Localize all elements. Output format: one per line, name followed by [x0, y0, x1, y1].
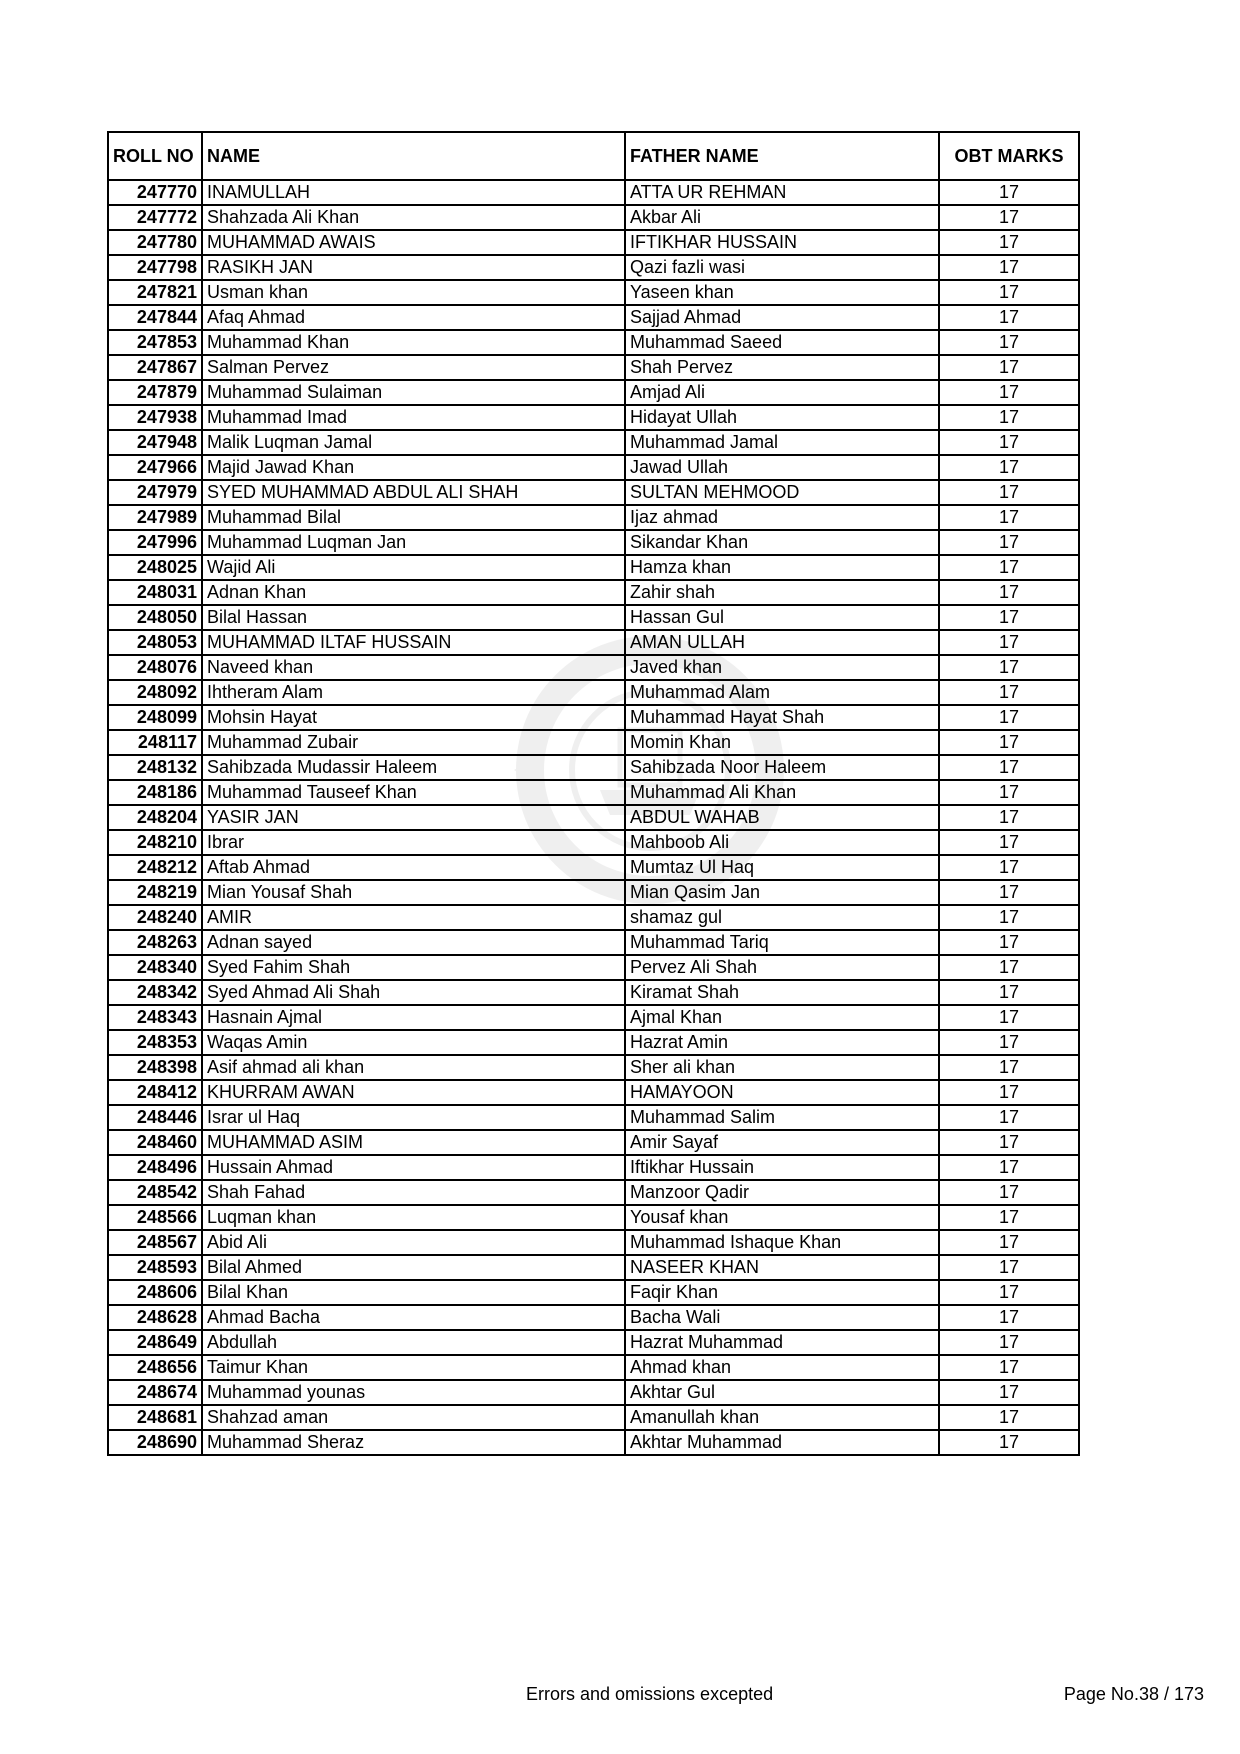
table-row: [108, 205, 1079, 230]
obt-marks-cell: 17: [939, 505, 1079, 530]
table-row: [108, 1405, 1079, 1430]
table-row: [108, 1255, 1079, 1280]
father-name-cell: Mahboob Ali: [625, 830, 939, 855]
roll-no-cell: 248212: [108, 855, 202, 880]
name-cell: Shahzad aman: [202, 1405, 625, 1430]
name-cell: Syed Fahim Shah: [202, 955, 625, 980]
obt-marks-cell: 17: [939, 330, 1079, 355]
table-row: [108, 1005, 1079, 1030]
obt-marks-cell: 17: [939, 730, 1079, 755]
table-row: [108, 1055, 1079, 1080]
father-name-header: FATHER NAME: [625, 132, 939, 180]
father-name-cell: Mian Qasim Jan: [625, 880, 939, 905]
obt-marks-cell: 17: [939, 380, 1079, 405]
father-name-cell: Shah Pervez: [625, 355, 939, 380]
obt-marks-cell: 17: [939, 1380, 1079, 1405]
table-row: [108, 1130, 1079, 1155]
obt-marks-cell: 17: [939, 630, 1079, 655]
table-row: [108, 1230, 1079, 1255]
obt-marks-cell: 17: [939, 955, 1079, 980]
table-row: [108, 530, 1079, 555]
roll-no-cell: 248628: [108, 1305, 202, 1330]
roll-no-cell: 248204: [108, 805, 202, 830]
father-name-cell: Muhammad Ishaque Khan: [625, 1230, 939, 1255]
roll-no-cell: 248031: [108, 580, 202, 605]
name-cell: Muhammad Zubair: [202, 730, 625, 755]
obt-marks-cell: 17: [939, 280, 1079, 305]
table-row: [108, 1155, 1079, 1180]
table-row: [108, 905, 1079, 930]
results-table: [107, 131, 1080, 1456]
name-cell: Muhammad Imad: [202, 405, 625, 430]
obt-marks-cell: 17: [939, 930, 1079, 955]
father-name-cell: Amir Sayaf: [625, 1130, 939, 1155]
obt-marks-cell: 17: [939, 430, 1079, 455]
name-cell: Hasnain Ajmal: [202, 1005, 625, 1030]
obt-marks-cell: 17: [939, 1105, 1079, 1130]
roll-no-cell: 247853: [108, 330, 202, 355]
table-row: [108, 430, 1079, 455]
name-cell: YASIR JAN: [202, 805, 625, 830]
obt-marks-cell: 17: [939, 1205, 1079, 1230]
father-name-cell: IFTIKHAR HUSSAIN: [625, 230, 939, 255]
father-name-cell: Sikandar Khan: [625, 530, 939, 555]
table-row: [108, 755, 1079, 780]
table-row: [108, 855, 1079, 880]
obt-marks-cell: 17: [939, 255, 1079, 280]
obt-marks-cell: 17: [939, 780, 1079, 805]
father-name-cell: Sher ali khan: [625, 1055, 939, 1080]
father-name-cell: ATTA UR REHMAN: [625, 180, 939, 205]
father-name-cell: Muhammad Ali Khan: [625, 780, 939, 805]
table-row: [108, 780, 1079, 805]
name-cell: Muhammad Sheraz: [202, 1430, 625, 1455]
roll-no-cell: 248398: [108, 1055, 202, 1080]
obt-marks-cell: 17: [939, 1230, 1079, 1255]
father-name-cell: Hassan Gul: [625, 605, 939, 630]
father-name-cell: Qazi fazli wasi: [625, 255, 939, 280]
father-name-cell: Sajjad Ahmad: [625, 305, 939, 330]
name-cell: Mohsin Hayat: [202, 705, 625, 730]
obt-marks-cell: 17: [939, 1305, 1079, 1330]
table-row: [108, 330, 1079, 355]
name-cell: Bilal Khan: [202, 1280, 625, 1305]
roll-no-cell: 247772: [108, 205, 202, 230]
roll-no-cell: 248076: [108, 655, 202, 680]
father-name-cell: SULTAN MEHMOOD: [625, 480, 939, 505]
obt-marks-cell: 17: [939, 1055, 1079, 1080]
name-cell: Usman khan: [202, 280, 625, 305]
name-cell: Shahzada Ali Khan: [202, 205, 625, 230]
father-name-cell: Ijaz ahmad: [625, 505, 939, 530]
father-name-cell: Muhammad Hayat Shah: [625, 705, 939, 730]
table-row: [108, 680, 1079, 705]
name-cell: Muhammad Luqman Jan: [202, 530, 625, 555]
father-name-cell: Akhtar Gul: [625, 1380, 939, 1405]
roll-no-cell: 248210: [108, 830, 202, 855]
roll-no-cell: 248674: [108, 1380, 202, 1405]
roll-no-cell: 247989: [108, 505, 202, 530]
father-name-cell: Momin Khan: [625, 730, 939, 755]
name-cell: Aftab Ahmad: [202, 855, 625, 880]
obt-marks-cell: 17: [939, 905, 1079, 930]
father-name-cell: HAMAYOON: [625, 1080, 939, 1105]
table-row: [108, 805, 1079, 830]
obt-marks-cell: 17: [939, 405, 1079, 430]
father-name-cell: Hidayat Ullah: [625, 405, 939, 430]
obt-marks-cell: 17: [939, 1130, 1079, 1155]
father-name-cell: ABDUL WAHAB: [625, 805, 939, 830]
table-row: [108, 380, 1079, 405]
table-row: [108, 255, 1079, 280]
table-row: [108, 305, 1079, 330]
table-row: [108, 1330, 1079, 1355]
name-cell: Malik Luqman Jamal: [202, 430, 625, 455]
roll-no-cell: 247938: [108, 405, 202, 430]
obt-marks-cell: 17: [939, 355, 1079, 380]
roll-no-cell: 248496: [108, 1155, 202, 1180]
roll-no-cell: 248606: [108, 1280, 202, 1305]
obt-marks-cell: 17: [939, 980, 1079, 1005]
roll-no-cell: 248567: [108, 1230, 202, 1255]
obt-marks-cell: 17: [939, 655, 1079, 680]
roll-no-cell: 247770: [108, 180, 202, 205]
obt-marks-cell: 17: [939, 1255, 1079, 1280]
roll-no-cell: 247821: [108, 280, 202, 305]
table-row: [108, 1430, 1079, 1455]
roll-no-cell: 247879: [108, 380, 202, 405]
father-name-cell: Akhtar Muhammad: [625, 1430, 939, 1455]
table-header-row: [108, 132, 1079, 180]
table-row: [108, 230, 1079, 255]
obt-marks-header: OBT MARKS: [939, 132, 1079, 180]
name-cell: Ihtheram Alam: [202, 680, 625, 705]
name-cell: Salman Pervez: [202, 355, 625, 380]
obt-marks-cell: 17: [939, 1430, 1079, 1455]
table-row: [108, 955, 1079, 980]
roll-no-cell: 248649: [108, 1330, 202, 1355]
name-cell: KHURRAM AWAN: [202, 1080, 625, 1105]
table-row: [108, 605, 1079, 630]
name-cell: Naveed khan: [202, 655, 625, 680]
obt-marks-cell: 17: [939, 830, 1079, 855]
name-cell: Abdullah: [202, 1330, 625, 1355]
name-cell: Mian Yousaf Shah: [202, 880, 625, 905]
obt-marks-cell: 17: [939, 1005, 1079, 1030]
father-name-cell: Muhammad Salim: [625, 1105, 939, 1130]
roll-no-cell: 247867: [108, 355, 202, 380]
name-cell: Wajid Ali: [202, 555, 625, 580]
father-name-cell: Amjad Ali: [625, 380, 939, 405]
table-row: [108, 1030, 1079, 1055]
roll-no-cell: 247844: [108, 305, 202, 330]
roll-no-cell: 248353: [108, 1030, 202, 1055]
roll-no-cell: 247996: [108, 530, 202, 555]
obt-marks-cell: 17: [939, 205, 1079, 230]
table-row: [108, 930, 1079, 955]
obt-marks-cell: 17: [939, 1355, 1079, 1380]
obt-marks-cell: 17: [939, 555, 1079, 580]
table-row: [108, 830, 1079, 855]
father-name-cell: Muhammad Tariq: [625, 930, 939, 955]
father-name-cell: Javed khan: [625, 655, 939, 680]
father-name-cell: Jawad Ullah: [625, 455, 939, 480]
table-row: [108, 280, 1079, 305]
roll-no-cell: 247780: [108, 230, 202, 255]
father-name-cell: Muhammad Alam: [625, 680, 939, 705]
name-cell: Afaq Ahmad: [202, 305, 625, 330]
name-cell: AMIR: [202, 905, 625, 930]
obt-marks-cell: 17: [939, 1180, 1079, 1205]
obt-marks-cell: 17: [939, 1030, 1079, 1055]
obt-marks-cell: 17: [939, 230, 1079, 255]
roll-no-cell: 248025: [108, 555, 202, 580]
table-row: [108, 1355, 1079, 1380]
table-row: [108, 580, 1079, 605]
name-cell: Majid Jawad Khan: [202, 455, 625, 480]
name-cell: SYED MUHAMMAD ABDUL ALI SHAH: [202, 480, 625, 505]
name-cell: Abid Ali: [202, 1230, 625, 1255]
name-cell: Luqman khan: [202, 1205, 625, 1230]
name-cell: MUHAMMAD ILTAF HUSSAIN: [202, 630, 625, 655]
name-cell: Adnan Khan: [202, 580, 625, 605]
roll-no-cell: 248446: [108, 1105, 202, 1130]
name-cell: INAMULLAH: [202, 180, 625, 205]
father-name-cell: Hamza khan: [625, 555, 939, 580]
obt-marks-cell: 17: [939, 580, 1079, 605]
roll-no-cell: 248186: [108, 780, 202, 805]
table-row: [108, 980, 1079, 1005]
father-name-cell: Amanullah khan: [625, 1405, 939, 1430]
roll-no-cell: 248117: [108, 730, 202, 755]
name-cell: Muhammad Tauseef Khan: [202, 780, 625, 805]
roll-no-cell: 248542: [108, 1180, 202, 1205]
name-cell: Ibrar: [202, 830, 625, 855]
table-row: [108, 355, 1079, 380]
table-row: [108, 1305, 1079, 1330]
father-name-cell: Akbar Ali: [625, 205, 939, 230]
father-name-cell: Ajmal Khan: [625, 1005, 939, 1030]
obt-marks-cell: 17: [939, 1405, 1079, 1430]
table-row: [108, 1280, 1079, 1305]
name-cell: Israr ul Haq: [202, 1105, 625, 1130]
table-row: [108, 880, 1079, 905]
obt-marks-cell: 17: [939, 705, 1079, 730]
roll-no-cell: 248263: [108, 930, 202, 955]
table-row: [108, 1380, 1079, 1405]
roll-no-cell: 248593: [108, 1255, 202, 1280]
roll-no-cell: 247979: [108, 480, 202, 505]
roll-no-cell: 247966: [108, 455, 202, 480]
roll-no-cell: 248092: [108, 680, 202, 705]
name-cell: MUHAMMAD AWAIS: [202, 230, 625, 255]
name-cell: MUHAMMAD ASIM: [202, 1130, 625, 1155]
name-cell: Hussain Ahmad: [202, 1155, 625, 1180]
father-name-cell: AMAN ULLAH: [625, 630, 939, 655]
table-row: [108, 555, 1079, 580]
father-name-cell: Mumtaz Ul Haq: [625, 855, 939, 880]
father-name-cell: Muhammad Jamal: [625, 430, 939, 455]
name-header: NAME: [202, 132, 625, 180]
table-row: [108, 480, 1079, 505]
obt-marks-cell: 17: [939, 880, 1079, 905]
roll-no-cell: 248219: [108, 880, 202, 905]
father-name-cell: Yaseen khan: [625, 280, 939, 305]
obt-marks-cell: 17: [939, 1330, 1079, 1355]
table-row: [108, 1080, 1079, 1105]
father-name-cell: Manzoor Qadir: [625, 1180, 939, 1205]
father-name-cell: Faqir Khan: [625, 1280, 939, 1305]
father-name-cell: shamaz gul: [625, 905, 939, 930]
obt-marks-cell: 17: [939, 680, 1079, 705]
roll-no-cell: 248240: [108, 905, 202, 930]
obt-marks-cell: 17: [939, 480, 1079, 505]
father-name-cell: Zahir shah: [625, 580, 939, 605]
name-cell: Sahibzada Mudassir Haleem: [202, 755, 625, 780]
obt-marks-cell: 17: [939, 180, 1079, 205]
father-name-cell: Pervez Ali Shah: [625, 955, 939, 980]
obt-marks-cell: 17: [939, 855, 1079, 880]
obt-marks-cell: 17: [939, 1155, 1079, 1180]
name-cell: Muhammad Sulaiman: [202, 380, 625, 405]
name-cell: Asif ahmad ali khan: [202, 1055, 625, 1080]
name-cell: Muhammad Khan: [202, 330, 625, 355]
table-row: [108, 630, 1079, 655]
name-cell: Taimur Khan: [202, 1355, 625, 1380]
roll-no-header: ROLL NO: [108, 132, 202, 180]
table-row: [108, 180, 1079, 205]
table-row: [108, 1105, 1079, 1130]
name-cell: Adnan sayed: [202, 930, 625, 955]
roll-no-cell: 248690: [108, 1430, 202, 1455]
obt-marks-cell: 17: [939, 530, 1079, 555]
father-name-cell: Bacha Wali: [625, 1305, 939, 1330]
roll-no-cell: 248656: [108, 1355, 202, 1380]
father-name-cell: Iftikhar Hussain: [625, 1155, 939, 1180]
table-row: [108, 1205, 1079, 1230]
father-name-cell: Ahmad khan: [625, 1355, 939, 1380]
name-cell: Shah Fahad: [202, 1180, 625, 1205]
roll-no-cell: 248460: [108, 1130, 202, 1155]
name-cell: Waqas Amin: [202, 1030, 625, 1055]
table-row: [108, 1180, 1079, 1205]
roll-no-cell: 248681: [108, 1405, 202, 1430]
obt-marks-cell: 17: [939, 755, 1079, 780]
roll-no-cell: 248340: [108, 955, 202, 980]
roll-no-cell: 248050: [108, 605, 202, 630]
name-cell: RASIKH JAN: [202, 255, 625, 280]
name-cell: Ahmad Bacha: [202, 1305, 625, 1330]
obt-marks-cell: 17: [939, 805, 1079, 830]
table-row: [108, 705, 1079, 730]
table-row: [108, 405, 1079, 430]
obt-marks-cell: 17: [939, 1280, 1079, 1305]
father-name-cell: NASEER KHAN: [625, 1255, 939, 1280]
roll-no-cell: 248342: [108, 980, 202, 1005]
name-cell: Syed Ahmad Ali Shah: [202, 980, 625, 1005]
father-name-cell: Hazrat Muhammad: [625, 1330, 939, 1355]
roll-no-cell: 248099: [108, 705, 202, 730]
obt-marks-cell: 17: [939, 605, 1079, 630]
father-name-cell: Muhammad Saeed: [625, 330, 939, 355]
roll-no-cell: 248053: [108, 630, 202, 655]
father-name-cell: Kiramat Shah: [625, 980, 939, 1005]
roll-no-cell: 247948: [108, 430, 202, 455]
roll-no-cell: 248343: [108, 1005, 202, 1030]
obt-marks-cell: 17: [939, 305, 1079, 330]
footer-disclaimer: Errors and omissions excepted: [526, 1684, 774, 1704]
table-row: [108, 455, 1079, 480]
roll-no-cell: 248566: [108, 1205, 202, 1230]
obt-marks-cell: 17: [939, 1080, 1079, 1105]
table-row: [108, 505, 1079, 530]
father-name-cell: Sahibzada Noor Haleem: [625, 755, 939, 780]
obt-marks-cell: 17: [939, 455, 1079, 480]
roll-no-cell: 248412: [108, 1080, 202, 1105]
father-name-cell: Yousaf khan: [625, 1205, 939, 1230]
roll-no-cell: 248132: [108, 755, 202, 780]
name-cell: Bilal Hassan: [202, 605, 625, 630]
name-cell: Muhammad Bilal: [202, 505, 625, 530]
roll-no-cell: 247798: [108, 255, 202, 280]
name-cell: Bilal Ahmed: [202, 1255, 625, 1280]
name-cell: Muhammad younas: [202, 1380, 625, 1405]
page-number: Page No.38 / 173: [1063, 1684, 1204, 1704]
table-row: [108, 730, 1079, 755]
father-name-cell: Hazrat Amin: [625, 1030, 939, 1055]
table-row: [108, 655, 1079, 680]
